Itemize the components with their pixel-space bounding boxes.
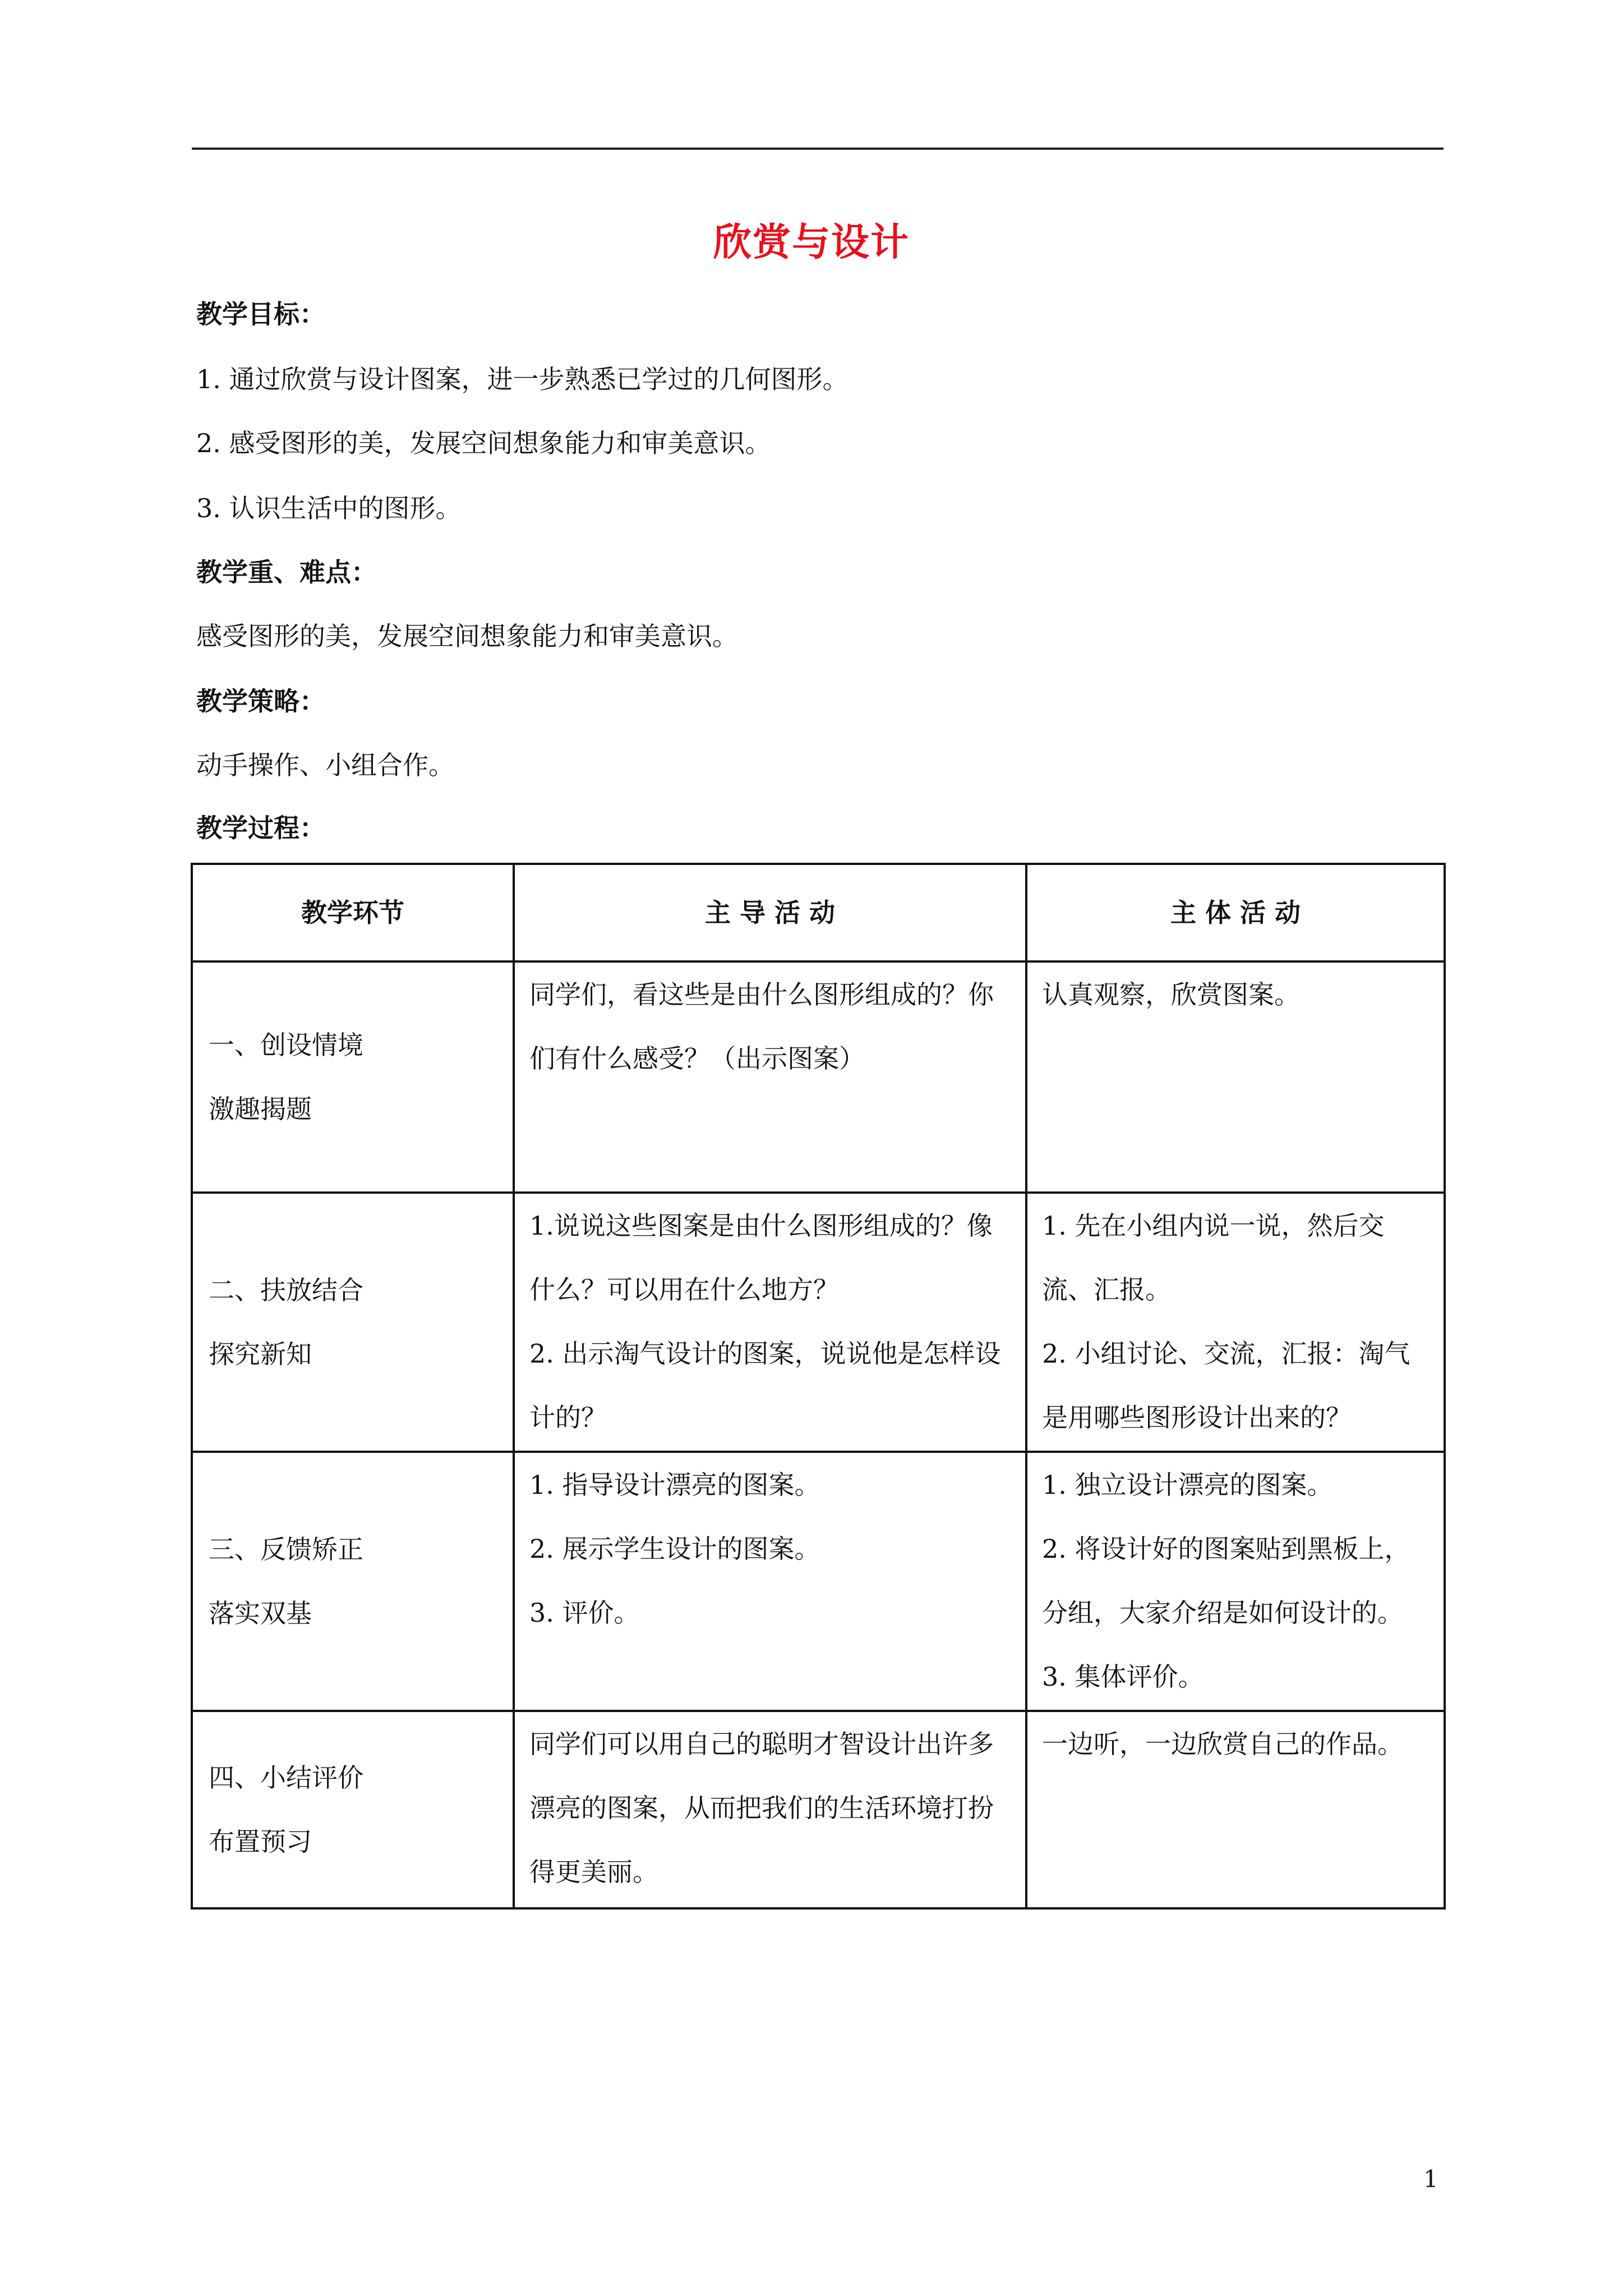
teacher-activity-cell: 同学们，看这些是由什么图形组成的？你们有什么感受？（出示图案） (514, 961, 1026, 1193)
keypoints-heading: 教学重、难点： (196, 557, 377, 587)
page-number: 1 (1423, 2165, 1438, 2193)
goal-item: 1. 通过欣赏与设计图案，进一步熟悉已学过的几何图形。 (196, 364, 849, 394)
stage-cell: 二、扶放结合 探究新知 (192, 1193, 514, 1452)
table-row (192, 961, 1445, 1193)
student-activity-cell: 一边听，一边欣赏自己的作品。 (1026, 1711, 1445, 1908)
student-activity-cell: 1. 独立设计漂亮的图案。 2. 将设计好的图案贴到黑板上，分组，大家介绍是如何设计的。 3. 集体评价。 (1026, 1452, 1445, 1711)
document-title: 欣赏与设计 (713, 220, 910, 265)
teacher-activity-cell: 同学们可以用自己的聪明才智设计出许多漂亮的图案，从而把我们的生活环境打扮得更美丽。 (514, 1711, 1026, 1908)
header-student-activity: 主 体 活 动 (1026, 864, 1445, 961)
stage-cell: 三、反馈矫正 落实双基 (192, 1452, 514, 1711)
table-row (192, 1193, 1445, 1452)
table-row (192, 1452, 1445, 1711)
stage-cell: 一、创设情境 激趣揭题 (192, 961, 514, 1193)
strategy-text: 动手操作、小组合作。 (196, 750, 454, 780)
header-teacher-activity: 主 导 活 动 (514, 864, 1026, 961)
table-row (192, 1711, 1445, 1908)
table-header-row (192, 864, 1445, 961)
process-heading: 教学过程： (196, 813, 325, 843)
stage-cell: 四、小结评价 布置预习 (192, 1711, 514, 1908)
lesson-process-table (191, 863, 1446, 1910)
goal-item: 2. 感受图形的美，发展空间想象能力和审美意识。 (196, 428, 771, 458)
goals-heading: 教学目标： (196, 299, 325, 329)
teacher-activity-cell: 1.说说这些图案是由什么图形组成的？像什么？可以用在什么地方？ 2. 出示淘气设计的图案，说说他是怎样设计的？ (514, 1193, 1026, 1452)
student-activity-cell: 认真观察，欣赏图案。 (1026, 961, 1445, 1193)
keypoints-text: 感受图形的美，发展空间想象能力和审美意识。 (196, 621, 738, 651)
teacher-activity-cell: 1. 指导设计漂亮的图案。 2. 展示学生设计的图案。 3. 评价。 (514, 1452, 1026, 1711)
header-rule (192, 148, 1444, 150)
header-stage: 教学环节 (192, 864, 514, 961)
student-activity-cell: 1. 先在小组内说一说，然后交流、汇报。 2. 小组讨论、交流，汇报：淘气是用哪些图形设计出来的？ (1026, 1193, 1445, 1452)
strategy-heading: 教学策略： (196, 686, 325, 716)
goal-item: 3. 认识生活中的图形。 (196, 493, 462, 523)
